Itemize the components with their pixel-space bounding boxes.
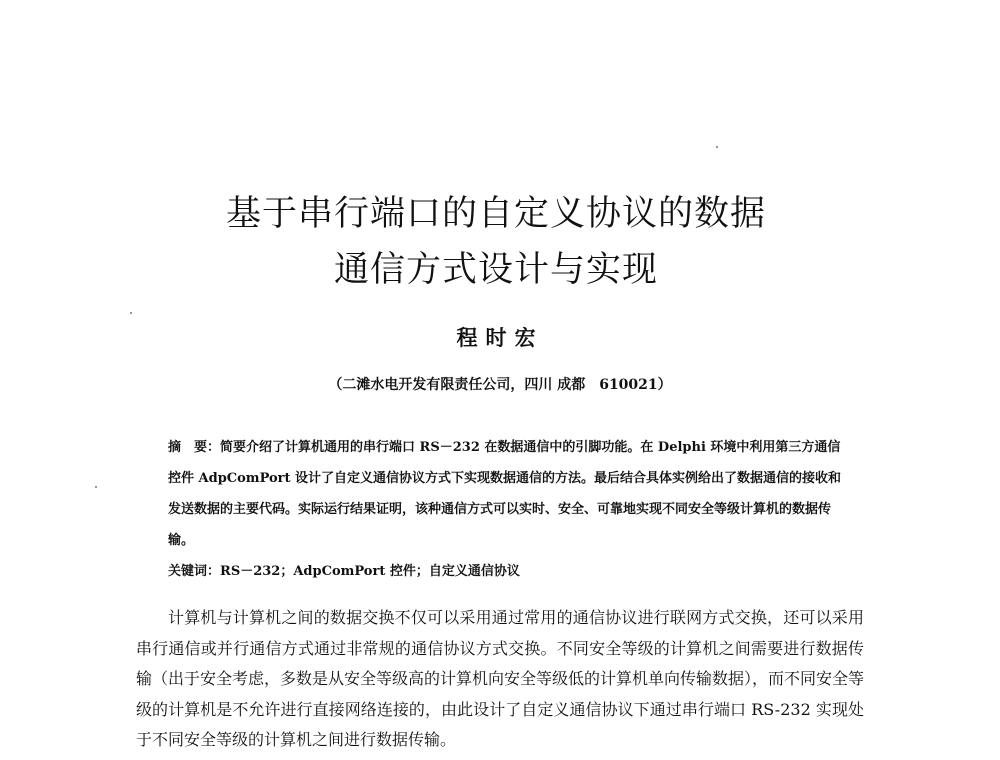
keywords-label: 关键词： (168, 564, 221, 579)
scan-speck (130, 312, 132, 314)
abstract-section (168, 432, 848, 587)
abstract-text: 简要介绍了计算机通用的串行端口 RS－232 在数据通信中的引脚功能。在 Delphi 环境中利用第三方通信控件 AdpComPort 设计了自定义通信协议方式下实现数据通信的方法。最后结合具体实例给出了数据通信的接收和发送数据的主要代码。实际运行结果证明，该种通信方式可以实时、安全、可靠地实现不同安全等级计算机的数据传输。 (168, 440, 842, 548)
title-line-1: 基于串行端口的自定义协议的数据 (225, 194, 766, 234)
title-line-2: 通信方式设计与实现 (333, 250, 658, 290)
keywords-text: RS－232；AdpComPort 控件；自定义通信协议 (220, 564, 520, 579)
scan-speck (716, 146, 718, 148)
body-text (136, 603, 864, 756)
scan-speck (95, 486, 97, 488)
affiliation: （二滩水电开发有限责任公司，四川 成都 610021） (328, 377, 672, 393)
body-paragraph-1: 计算机与计算机之间的数据交换不仅可以采用通过常用的通信协议进行联网方式交换，还可以采用串行通信或并行通信方式通过非常规的通信协议方式交换。不同安全等级的计算机之间需要进行数据传输（出于安全考虑，多数是从安全等级高的计算机向安全等级低的计算机单向传输数据），而不同安全等级的计算机是不允许进行直接网络连接的，由此设计了自定义通信协议下通过串行端口 RS-232 实现处于不同安全等级的计算机之间进行数据传输。 (136, 608, 865, 749)
author-name: 程时宏 (456, 325, 544, 350)
abstract-label: 摘 要： (168, 440, 221, 455)
keywords-line (168, 556, 848, 587)
abstract-paragraph (168, 432, 848, 556)
